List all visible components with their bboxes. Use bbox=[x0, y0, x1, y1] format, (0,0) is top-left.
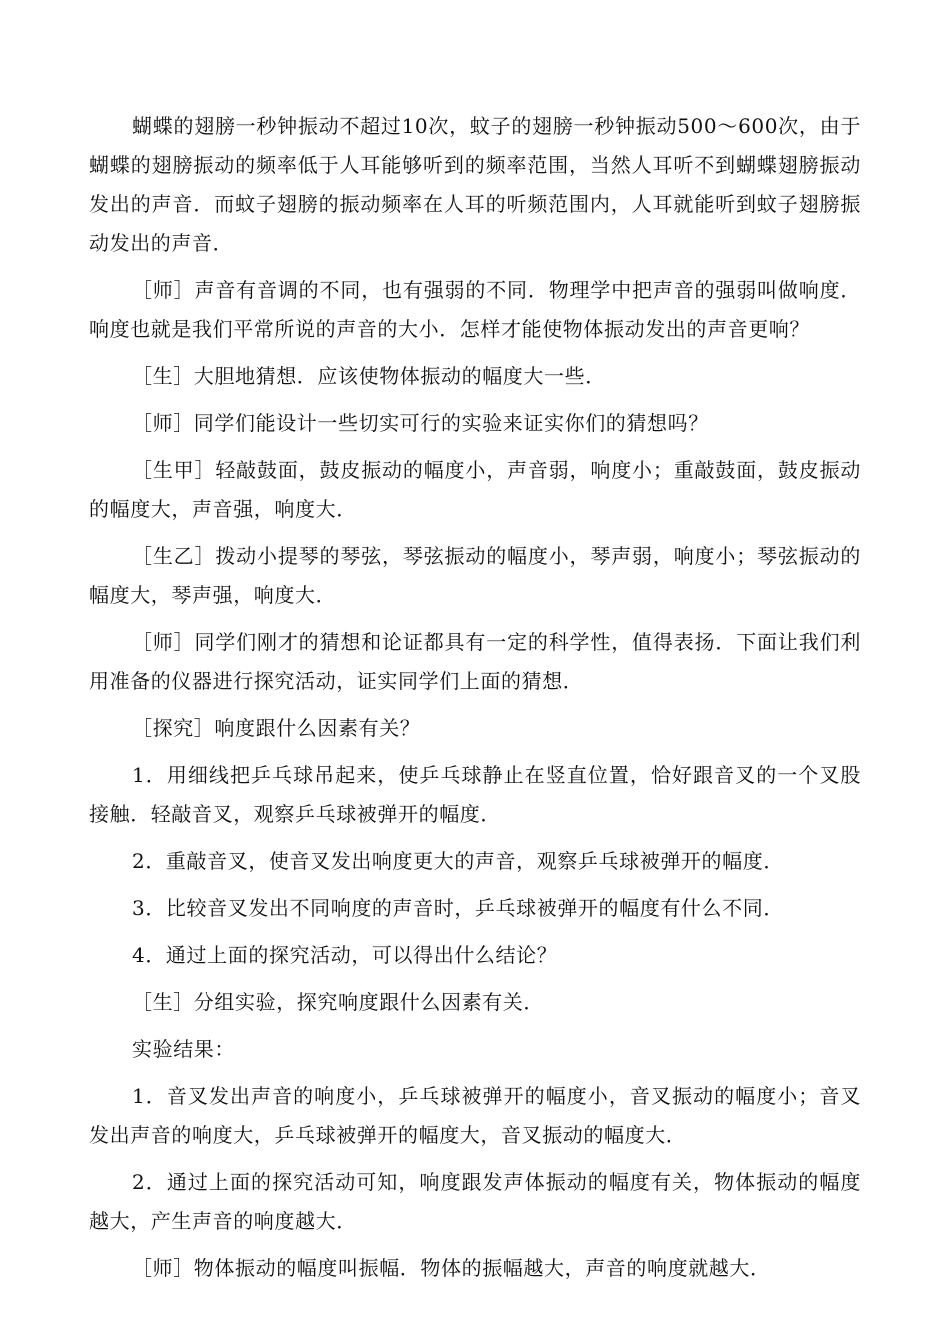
paragraph-butterfly-mosquito: 蝴蝶的翅膀一秒钟振动不超过10次，蚊子的翅膀一秒钟振动500～600次，由于蝴蝶的翅膀振动的频率低于人耳能够听到的频率范围，当然人耳听不到蝴蝶翅膀振动发出的声音．而蚊子翅膀的振动频率在人耳的听频范围内，人耳就能听到蚊子翅膀振动发出的声音． bbox=[89, 114, 861, 255]
document-body bbox=[89, 107, 861, 1288]
paragraph-student-guess: ［生］大胆地猜想．应该使物体振动的幅度大一些． bbox=[132, 364, 606, 388]
paragraph-student-a-drum: ［生甲］轻敲鼓面，鼓皮振动的幅度小，声音弱，响度小；重敲鼓面，鼓皮振动的幅度大，声音强，响度大． bbox=[89, 458, 861, 521]
paragraph-step-1: 1．用细线把乒乓球吊起来，使乒乓球静止在竖直位置，恰好跟音叉的一个叉股接触．轻敲音叉，观察乒乓球被弹开的幅度． bbox=[89, 763, 861, 826]
paragraph-step-4: 4．通过上面的探究活动，可以得出什么结论？ bbox=[132, 943, 558, 967]
paragraph-teacher-praise: ［师］同学们刚才的猜想和论证都具有一定的科学性，值得表扬．下面让我们利用准备的仪器进行探究活动，证实同学们上面的猜想． bbox=[89, 630, 861, 693]
paragraph-teacher-amplitude: ［师］物体振动的幅度叫振幅．物体的振幅越大，声音的响度就越大． bbox=[132, 1256, 771, 1280]
paragraph-step-2: 2．重敲音叉，使音叉发出响度更大的声音，观察乒乓球被弹开的幅度． bbox=[132, 849, 784, 873]
paragraph-inquiry-heading: ［探究］响度跟什么因素有关？ bbox=[132, 716, 421, 740]
paragraph-teacher-design-question: ［师］同学们能设计一些切实可行的实验来证实你们的猜想吗？ bbox=[132, 411, 709, 435]
paragraph-step-3: 3．比较音叉发出不同响度的声音时，乒乓球被弹开的幅度有什么不同． bbox=[132, 896, 784, 920]
paragraph-results-heading: 实验结果： bbox=[132, 1037, 235, 1061]
paragraph-result-1: 1．音叉发出声音的响度小，乒乓球被弹开的幅度小，音叉振动的幅度小；音叉发出声音的响度大，乒乓球被弹开的幅度大，音叉振动的幅度大． bbox=[89, 1084, 861, 1147]
paragraph-student-group-experiment: ［生］分组实验，探究响度跟什么因素有关． bbox=[132, 990, 544, 1014]
paragraph-result-2: 2．通过上面的探究活动可知，响度跟发声体振动的幅度有关，物体振动的幅度越大，产生声音的响度越大． bbox=[89, 1170, 861, 1233]
paragraph-student-b-violin: ［生乙］拨动小提琴的琴弦，琴弦振动的幅度小，琴声弱，响度小；琴弦振动的幅度大，琴声强，响度大． bbox=[89, 544, 861, 607]
paragraph-teacher-loudness-intro: ［师］声音有音调的不同，也有强弱的不同．物理学中把声音的强弱叫做响度．响度也就是我们平常所说的声音的大小．怎样才能使物体振动发出的声音更响？ bbox=[89, 278, 861, 341]
